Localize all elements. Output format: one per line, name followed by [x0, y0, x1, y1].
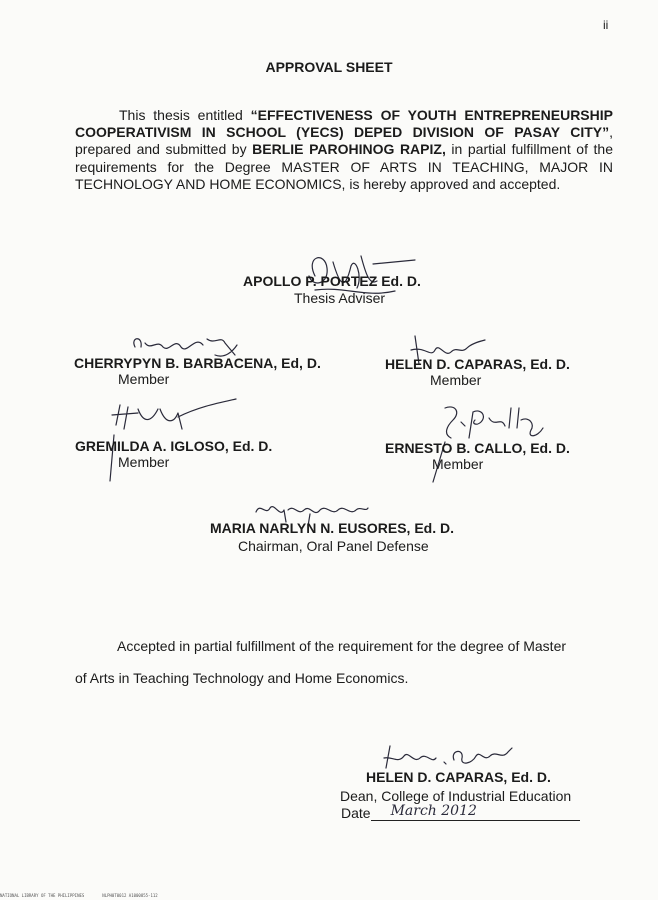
approval-paragraph	[75, 107, 613, 193]
accepted-line-2: of Arts in Teaching Technology and Home Economics.	[75, 670, 409, 686]
footer-right: NLPH0T0012 A1000855-112	[102, 893, 158, 898]
date-line	[371, 803, 580, 821]
accepted-line-1: Accepted in partial fulfillment of the requirement for the degree of Master	[117, 638, 567, 654]
caparas-panel-role: Member	[430, 372, 482, 388]
footer-watermark	[0, 893, 176, 898]
callo-role: Member	[432, 456, 484, 472]
igloso-name: GREMILDA A. IGLOSO, Ed. D.	[75, 438, 273, 454]
end-text: in partial fulfillment of the requirements for the Degree MASTER OF ARTS IN TEACHING, MAJOR IN TECHNOLOGY AND HOME ECONOMICS, is hereby approved and accepted.	[75, 141, 613, 192]
author-name: BERLIE PAROHINOG RAPIZ,	[252, 141, 446, 158]
intro-text: This thesis entitled	[119, 107, 251, 123]
igloso-role: Member	[118, 454, 170, 470]
barbacena-name: CHERRYPYN B. BARBACENA, Ed, D.	[74, 355, 321, 371]
date-label: Date	[341, 805, 371, 821]
eusores-role: Chairman, Oral Panel Defense	[238, 538, 429, 554]
dean-signature	[380, 742, 520, 772]
barbacena-role: Member	[118, 371, 170, 387]
date-value: March 2012	[390, 803, 477, 819]
dean-role: Dean, College of Industrial Education	[340, 788, 572, 804]
eusores-name: MARIA NARLYN N. EUSORES, Ed. D.	[210, 520, 454, 536]
page-title: APPROVAL SHEET	[265, 59, 393, 75]
adviser-name: APOLLO P. PORTEZ Ed. D.	[243, 273, 421, 289]
adviser-role: Thesis Adviser	[294, 290, 386, 306]
thesis-title: “EFFECTIVENESS OF YOUTH ENTREPRENEURSHIP COOPERATIVISM IN SCHOOL (YECS) DEPED DIVISION OF PASAY CITY”	[75, 107, 613, 141]
page-number: ii	[603, 18, 609, 32]
date-row	[341, 805, 580, 821]
dean-name: HELEN D. CAPARAS, Ed. D.	[366, 769, 551, 785]
mid-text: , prepared and submitted by	[75, 124, 613, 158]
footer-left: NATIONAL LIBRARY OF THE PHILIPPINES	[0, 893, 85, 898]
callo-name: ERNESTO B. CALLO, Ed. D.	[385, 440, 570, 456]
caparas-panel-name: HELEN D. CAPARAS, Ed. D.	[385, 356, 570, 372]
